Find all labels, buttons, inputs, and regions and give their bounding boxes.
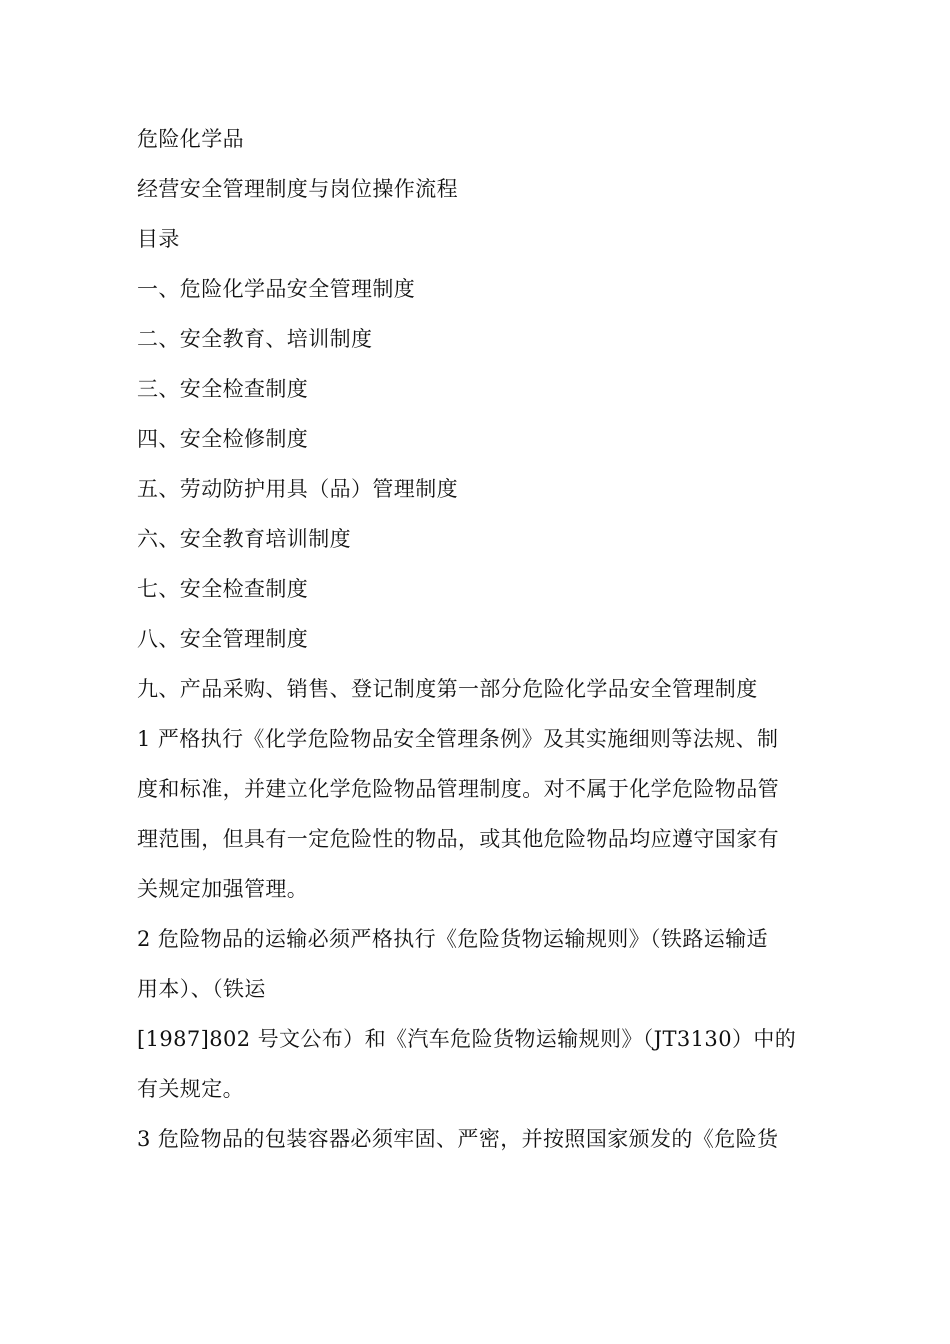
- toc-heading: 目录: [137, 227, 180, 251]
- toc-item: 八、安全管理制度: [137, 627, 309, 651]
- document-subtitle: 经营安全管理制度与岗位操作流程: [137, 177, 458, 201]
- toc-item: 三、安全检查制度: [137, 377, 309, 401]
- toc-item: 一、危险化学品安全管理制度: [137, 277, 416, 301]
- paragraph-1: [137, 721, 817, 921]
- paragraph-2: [137, 921, 817, 1121]
- toc-item: 五、劳动防护用具（品）管理制度: [137, 477, 458, 501]
- paragraph-line: 关规定加强管理。: [137, 877, 309, 901]
- document-body: [137, 121, 817, 1171]
- paragraph-line: 1 严格执行《化学危险物品安全管理条例》及其实施细则等法规、制: [137, 727, 779, 751]
- toc-item: 七、安全检查制度: [137, 577, 309, 601]
- toc-item: 九、产品采购、销售、登记制度第一部分危险化学品安全管理制度: [137, 677, 758, 701]
- paragraph-line: 2 危险物品的运输必须严格执行《危险货物运输规则》（铁路运输适: [137, 927, 768, 951]
- paragraph-line: 度和标准，并建立化学危险物品管理制度。对不属于化学危险物品管: [137, 777, 779, 801]
- paragraph-line: 理范围，但具有一定危险性的物品，或其他危险物品均应遵守国家有: [137, 827, 779, 851]
- toc-item: 四、安全检修制度: [137, 427, 309, 451]
- toc-item: 六、安全教育培训制度: [137, 527, 351, 551]
- paragraph-line: 3 危险物品的包装容器必须牢固、严密，并按照国家颁发的《危险货: [137, 1127, 779, 1151]
- document-title: 危险化学品: [137, 127, 244, 151]
- toc-item: 二、安全教育、培训制度: [137, 327, 373, 351]
- paragraph-line: [1987]802 号文公布）和《汽车危险货物运输规则》（JT3130）中的: [137, 1027, 797, 1051]
- paragraph-line: 有关规定。: [137, 1077, 244, 1101]
- paragraph-3: [137, 1121, 817, 1171]
- paragraph-line: 用本）、（铁运: [137, 977, 266, 1001]
